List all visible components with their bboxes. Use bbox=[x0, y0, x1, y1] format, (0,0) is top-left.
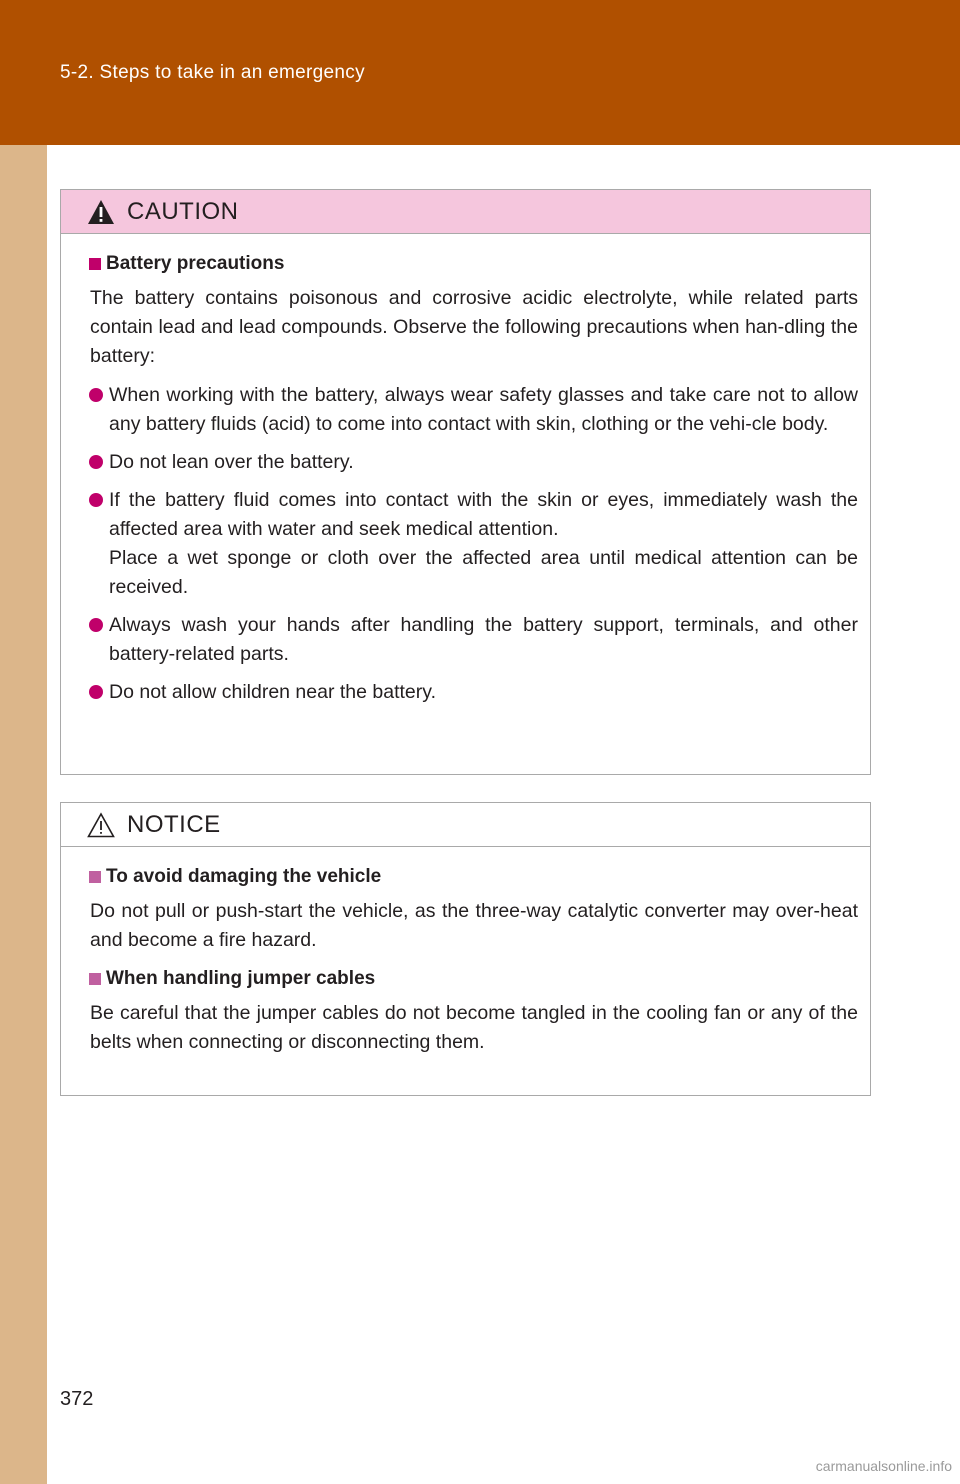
caution-bullet-line: Place a wet sponge or cloth over the affected area until medical attention can be received. bbox=[109, 547, 858, 598]
caution-bullet-line: If the battery fluid comes into contact with the skin or eyes, immediately wash the affected area with water and seek medical attention. bbox=[109, 489, 858, 540]
circle-bullet-icon bbox=[89, 493, 103, 507]
warning-triangle-icon bbox=[87, 199, 115, 225]
caution-bullet-text: When working with the battery, always wear safety glasses and take care not to allow any battery fluids (acid) to come into contact with skin, clothing or the vehi-cle body. bbox=[109, 384, 858, 435]
caution-bullet-text: Do not lean over the battery. bbox=[109, 451, 354, 473]
square-bullet-icon bbox=[89, 973, 101, 985]
caution-bullet bbox=[89, 381, 858, 439]
caution-body bbox=[61, 234, 870, 707]
caution-header bbox=[61, 190, 870, 234]
circle-bullet-icon bbox=[89, 455, 103, 469]
square-bullet-icon bbox=[89, 258, 101, 270]
caution-intro: The battery contains poisonous and corrosive acidic electrolyte, while related parts contain lead and lead compounds. Observe the following precautions when han-dling the battery: bbox=[90, 287, 858, 367]
caution-bullet-text: Always wash your hands after handling the battery support, terminals, and other battery-related parts. bbox=[109, 614, 858, 665]
watermark: carmanualsonline.info bbox=[815, 1458, 952, 1474]
caution-topic-title: Battery precautions bbox=[106, 253, 285, 274]
caution-bullet-text: Do not allow children near the battery. bbox=[109, 681, 436, 703]
square-bullet-icon bbox=[89, 871, 101, 883]
notice-topic bbox=[89, 967, 858, 991]
side-strip bbox=[0, 145, 47, 1484]
page-number: 372 bbox=[60, 1388, 94, 1410]
caution-bullet bbox=[89, 486, 858, 602]
notice-topic-text: Be careful that the jumper cables do not become tangled in the cooling fan or any of the belts when connecting or disconnecting them. bbox=[90, 1002, 858, 1053]
caution-bullet bbox=[89, 678, 858, 707]
caution-bullet bbox=[89, 448, 858, 477]
notice-header bbox=[61, 803, 870, 847]
caution-label: CAUTION bbox=[127, 197, 239, 225]
caution-bullet bbox=[89, 611, 858, 669]
notice-box bbox=[60, 802, 871, 1096]
notice-topic-text: Do not pull or push-start the vehicle, as the three-way catalytic converter may over-heat and become a fire hazard. bbox=[90, 900, 858, 951]
caution-box bbox=[60, 189, 871, 775]
warning-outline-icon bbox=[87, 812, 115, 838]
notice-topic-title: To avoid damaging the vehicle bbox=[106, 866, 382, 887]
notice-topic bbox=[89, 865, 858, 889]
section-title: 5-2. Steps to take in an emergency bbox=[60, 62, 365, 83]
caution-bullet-text bbox=[109, 486, 858, 602]
header-bar bbox=[0, 0, 960, 145]
circle-bullet-icon bbox=[89, 618, 103, 632]
notice-body bbox=[61, 847, 870, 1057]
notice-topic-title: When handling jumper cables bbox=[106, 968, 376, 989]
circle-bullet-icon bbox=[89, 685, 103, 699]
circle-bullet-icon bbox=[89, 388, 103, 402]
caution-topic bbox=[89, 252, 858, 276]
notice-label: NOTICE bbox=[127, 810, 221, 838]
